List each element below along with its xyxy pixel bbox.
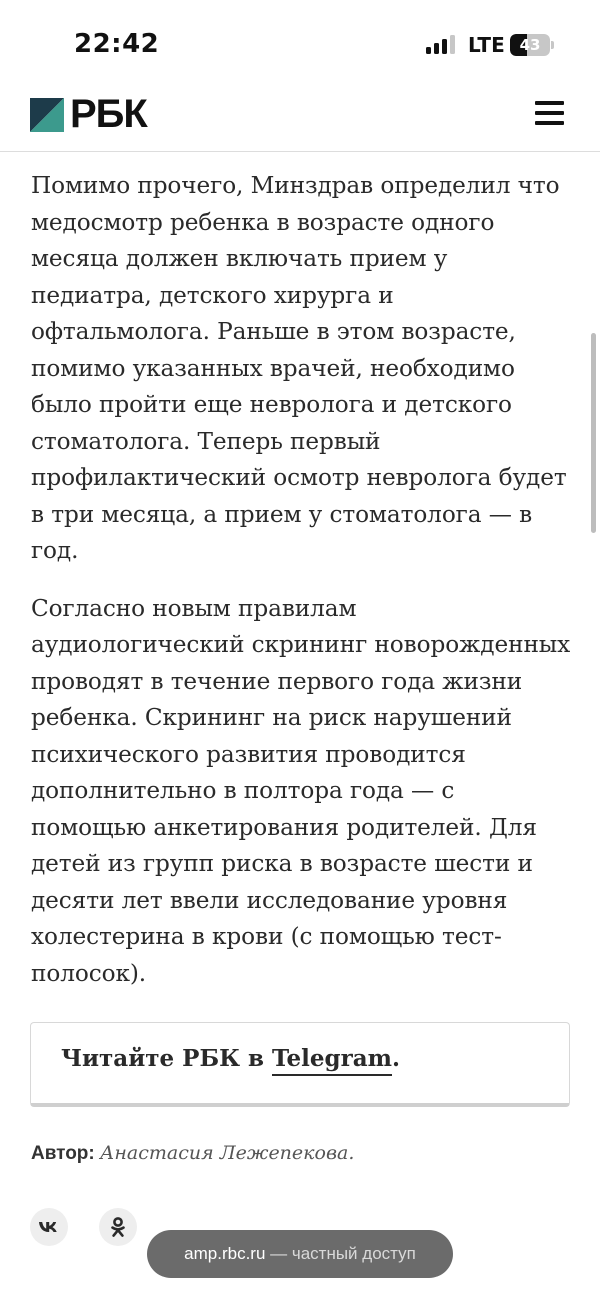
hamburger-menu-icon[interactable] (535, 101, 565, 125)
site-header (0, 90, 600, 152)
scrollbar[interactable] (591, 333, 596, 533)
article-body (31, 168, 571, 992)
telegram-promo-suffix: . (391, 1045, 400, 1072)
author-label: Автор: (31, 1143, 95, 1164)
url-domain: amp.rbc.ru (184, 1244, 266, 1263)
vk-icon (37, 1215, 61, 1239)
browser-url-pill[interactable] (147, 1230, 453, 1278)
logo-text: РБК (70, 92, 147, 136)
status-time: 22:42 (74, 29, 160, 59)
author-name: Анастасия Лежепекова. (100, 1142, 355, 1164)
battery-icon (510, 34, 554, 56)
battery-level: 43 (519, 36, 541, 54)
rbc-logo-mark-icon (30, 98, 64, 132)
status-bar (0, 0, 600, 90)
odnoklassniki-icon (106, 1215, 130, 1239)
article-author (31, 1142, 354, 1165)
telegram-link[interactable]: Telegram (272, 1045, 392, 1076)
telegram-promo-prefix: Читайте РБК в (61, 1045, 273, 1072)
share-ok-button[interactable] (99, 1208, 137, 1246)
telegram-promo-box (30, 1022, 570, 1107)
article-paragraph: Согласно новым правилам аудиологический скрининг новорожденных проводят в течение первого года жизни ребенка. Скрининг на риск нарушений психического развития проводится дополнительно в полтора года — с помощью анкетирования родителей. Для детей из групп риска в возрасте шести и десяти лет ввели исследование уровня холестерина в крови (с помощью тест-полосок). (31, 594, 571, 987)
share-vk-button[interactable] (30, 1208, 68, 1246)
article-paragraph: Помимо прочего, Минздрав определил что медосмотр ребенка в возрасте одного месяца должен включать прием у педиатра, детского хирурга и офтальмолога. Раньше в этом возрасте, помимо указанных врачей, необходимо было пройти еще невролога и детского стоматолога. Теперь первый профилактический осмотр невролога будет в три месяца, а прием у стоматолога — в год. (31, 172, 567, 564)
cellular-signal-icon (426, 34, 458, 54)
network-type-label: LTE (468, 33, 505, 57)
private-access-label: — частный доступ (265, 1244, 416, 1263)
telegram-promo-text (61, 1045, 400, 1072)
